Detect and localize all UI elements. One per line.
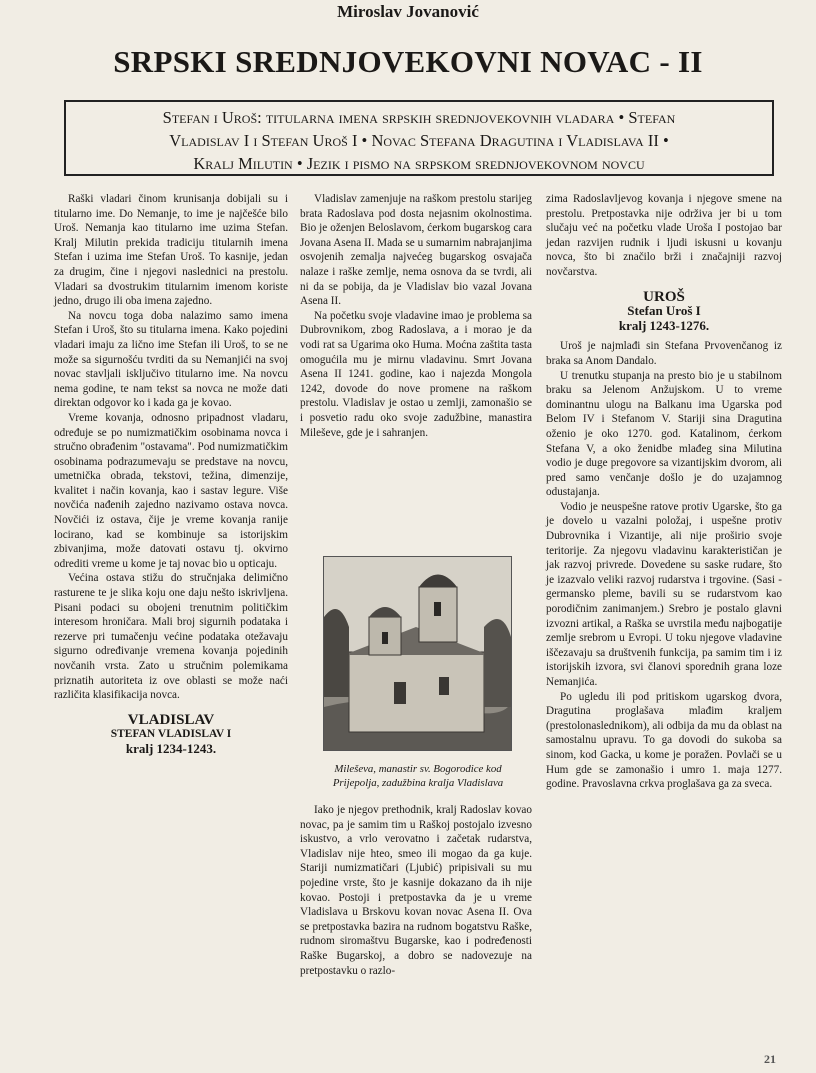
section-heading-vladislav: VLADISLAV xyxy=(127,711,215,728)
article-title: SRPSKI SREDNJOVEKOVNI NOVAC - II xyxy=(113,44,703,79)
section-heading-uros: UROŠ xyxy=(643,288,685,305)
paragraph: Vladislav zamenjuje na raškom prestolu starijeg brata Radoslava pod dosta nejasnim okolnostima. Bio je oženjen Beloslavom, ćerkom bugarskog cara Jovana Asena II. Mada se u sumarnim nabrajanjima osvojenih zemalja najvećeg bugarskog osvajača nalaze i raške zemlje, nema osnova da se tvrdi, ali ni da se pobija, da je Vladislav bio vazal Jovana Asena II. xyxy=(300,193,532,308)
section-subheading: STEFAN VLADISLAV I xyxy=(110,728,232,741)
paragraph: Vodio je neuspešne ratove protiv Ugarske, što ga je dovelo u vazalni položaj, i uspešne protiv Dubrovnika i Vizantije, ali nije proširio svoje teritorije. Za njegovu vladavinu karakterističan je jak razvoj privrede. Dovedene su saske rudare, što je izazvalo veliki razvoj rudarstva i trgovine. (Sasi - germansko pleme, bavili su se rudarstvom kao porodičnim zanimanjem.) Srebro je postalo glavni izvozni artikal, a Raška se uvrstila među najbogatije zemlje srebrom u Evropi. U toku njegove vladavine iščezavaju sa društvenih funkcija, pa samim tim i iz istorijskih izvora, svi članovi sporednih grana loze Nemanjića. xyxy=(546,500,782,688)
paragraph: Na početku svoje vladavine imao je problema sa Dubrovnikom, zbog Radoslava, a i morao je da vodi rat sa Ugarima oko Huma. Moćna zaštita tasta omogućila mu je mirnu vladavinu. Smrt Jovana Asena II 1241. godine, kao i najezda Mongola 1242, dovode do nove promene na raškom prestolu. Vladislav je ostao u zemlji, zamonašio se i posvetio radu oko svoje zadužbine, manastira Mileševe, gde je i sahranjen. xyxy=(300,309,532,439)
paragraph: Vreme kovanja, odnosno pripadnost vladaru, određuje se po numizmatičkim osobinama novca i stručno obrađenim "ostavama". Pod numizmatičkim osobinama podrazumevaju se predstave na novcu, umetnička obrada, tekstovi, težina, dimenzije, kvalitet i način kovanja, kao i sastav legure. Više novčića nađenih zajedno nazivamo ostava novca. Novčići iz ostava, čije je vreme kovanja ranije locirano, kad se kombinuje sa istorijskim zbivanjima, može datovati ostavu tj. okvirno odrediti vreme u kome je taj novac bio u opticaju. xyxy=(54,411,288,570)
page-number: 21 xyxy=(764,1052,776,1066)
subtitle-line: Kralj Milutin • Jezik i pismo na srpskom srednjovekovnom novcu xyxy=(193,154,645,173)
paragraph: Po ugledu ili pod pritiskom ugarskog dvora, Dragutina proglašava mlađim kraljem (prestolonaslednikom), ali odbija da mu da oblast na samostalnu upravu. To ga dovodi do sukoba sa sinom, kod Gacka, u kome je poražen. Povlači se u Hum gde se zamonašio i umro 1. maja 1277. godine. Pravoslavna crkva proglašava ga za sveca. xyxy=(546,690,782,791)
column-1 xyxy=(54,192,288,757)
paragraph: Većina ostava stižu do stručnjaka delimično rasturene te je slika koju one daju nešto iskrivljena. Pisani podaci su obojeni trenutnim političkim interesom hroničara. Mali broj sigurnih podataka i rezerve pri tumačenju većine podataka otežavaju sigurno određivanje vremena kovanja pojedinih novčanih vrsta. Zato u stručnim polemikama priznatih autoriteta iz ove oblasti se može naći različita klasifikacija novca. xyxy=(54,572,288,702)
paragraph: U trenutku stupanja na presto bio je u stabilnom braku sa Jelenom Anžujskom. U to vreme dominantnu ulogu na Balkanu ima Ugarska pod Belom IV i Stefanom V. Stariji sina Dragutina oženio je oko 1270. god. Katalinom, ćerkom Stefana V, a oko ženidbe mlađeg sina Milutina vodio je duge pregovore sa vizantijskim dvorom, ali pred samo venčanje došlo je do uzajamnog odustajanja. xyxy=(546,369,782,499)
paragraph: Iako je njegov prethodnik, kralj Radoslav kovao novac, pa je samim tim u Raškoj postojalo izvesno iskustvo, a vrlo verovatno i začetak rudarstva, Vladislav nije hteo, smeo ili mogao da ga kuje. Stariji numizmatičari (Ljubić) pripisivali su mu pojedine vrste, što je kasnije dokazano da ih nije kovao. Postoji i pretpostavka da je u vreme Vladislava u Brskovu kovan novac Asena II. Ova se pretpostavka bazira na rudnom bogatstvu Raške, rudnom siromaštvu Bugarske, kao i podređenosti Raške Bugarskoj, a dobro se nadovezuje na pretpostavku o razlo- xyxy=(300,804,532,977)
photo-caption: Mileševa, manastir sv. Bogorodice kod Prijepolja, zadužbina kralja Vladislava xyxy=(332,763,504,789)
author-name: Miroslav Jovanović xyxy=(337,2,479,21)
column-2 xyxy=(300,192,532,440)
subtitle-box xyxy=(64,100,774,176)
monastery-illustration xyxy=(324,557,511,750)
monastery-photo xyxy=(323,556,512,751)
section-dates: kralj 1243-1276. xyxy=(618,317,710,333)
subtitle-line: Vladislav I i Stefan Uroš I • Novac Stefana Dragutina i Vladislava II • xyxy=(169,131,669,150)
paragraph: Raški vladari činom krunisanja dobijali su i titularno ime. Do Nemanje, to ime je najčešće bilo Uroš. Nemanja kao titularno ime uzima Stefan. Kralj Milutin prekida tradiciju titularnih imena Stefan i uzima ime Stefan Uroš. To kasnije, jedan za drugim, čine i njegovi naslednici na prestolu. Vladari sa dvostrukim titularnim imenom koriste jedno, drugo ili oba imena zajedno. xyxy=(54,193,288,308)
paragraph: Na novcu toga doba nalazimo samo imena Stefan i Uroš, što su titularna imena. Kako pojedini vladari imaju za lično ime Stefan ili Uroš, to se ne može sa sigurnošću tvrditi da su Nemanjići na svoj novac stavljali isključivo titularno ime. Na novcu nema godine, te nam tekst sa novca ne može dati direktan odgovor ko i kada ga je kovao. xyxy=(54,309,288,410)
subtitle-line: Stefan i Uroš: titularna imena srpskih srednjovekovnih vladara • Stefan xyxy=(162,108,676,127)
section-dates: kralj 1234-1243. xyxy=(125,740,217,756)
column-2-continued xyxy=(300,803,532,978)
paragraph: Uroš je najmlađi sin Stefana Prvovenčanog iz braka sa Anom Dandalo. xyxy=(546,340,782,367)
column-3 xyxy=(546,192,782,792)
paragraph: zima Radoslavljevog kovanja i njegove smene na prestolu. Pretpostavka nije održiva jer bi u tom slučaju već na početku vlade Uroša I postojao bar jedan razvijen rudnik i ljudi iskusni u kovanju novca, što bi značilo brži i značajniji razvoj novčarstva. xyxy=(546,193,782,278)
section-subheading: Stefan Uroš I xyxy=(627,303,701,319)
